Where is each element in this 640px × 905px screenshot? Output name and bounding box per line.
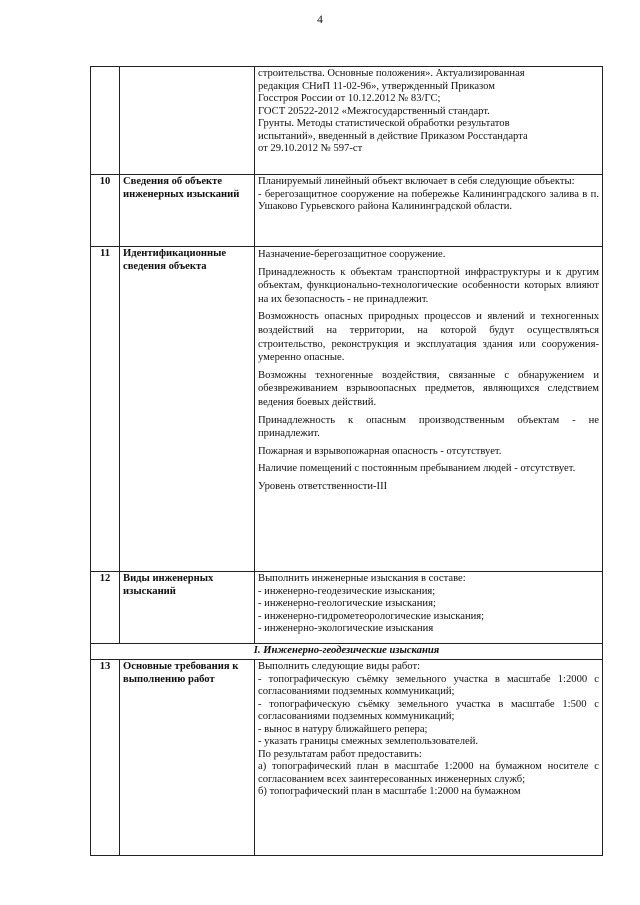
table-row xyxy=(91,660,603,856)
paragraph: Возможность опасных природных процессов и явлений и техногенных воздействий на территории, на которой будут осуществляться строительство, реконструкция и эксплуатация здания или сооружения-умеренно опасные. xyxy=(258,311,599,364)
text-line: строительства. Основные положения». Актуализированная xyxy=(258,68,525,79)
row-number: 12 xyxy=(91,572,120,644)
list-item: - топографическую съёмку земельного участка в масштабе 1:2000 с согласованиями подземных коммуникаций; xyxy=(258,673,599,697)
row-content xyxy=(255,247,603,572)
list-item: - инженерно-экологические изыскания xyxy=(258,623,434,634)
row-content xyxy=(255,660,603,856)
row-number: 11 xyxy=(91,247,120,572)
paragraph: По результатам работ предоставить: xyxy=(258,748,422,760)
paragraph: Возможны техногенные воздействия, связанные с обнаружением и обезвреживанием взрывоопасных предметов, являющихся следствием ведения боевых действий. xyxy=(258,369,599,408)
row-label xyxy=(120,67,255,175)
paragraph: Пожарная и взрывопожарная опасность - отсутствует. xyxy=(258,445,502,457)
paragraph: Наличие помещений с постоянным пребыванием людей - отсутствует. xyxy=(258,463,576,475)
paragraph: Принадлежность к опасным производственным объектам - не принадлежит. xyxy=(258,414,599,440)
row-label: Сведения об объекте инженерных изысканий xyxy=(120,175,255,247)
list-item: - инженерно-гидрометеорологические изыскания; xyxy=(258,610,485,622)
text-line: испытаний», введенный в действие Приказом Росстандарта xyxy=(258,130,528,142)
row-label: Идентификационные сведения объекта xyxy=(120,247,255,572)
section-title: I. Инженерно-геодезические изыскания xyxy=(91,644,603,660)
paragraph: Планируемый линейный объект включает в себя следующие объекты: xyxy=(258,176,575,187)
page-number: 4 xyxy=(317,14,323,26)
text-line: Выполнить инженерные изыскания в составе: xyxy=(258,573,466,584)
table-row xyxy=(91,67,603,175)
list-item: б) топографический план в масштабе 1:2000 на бумажном xyxy=(258,786,521,797)
table-row xyxy=(91,572,603,644)
table-row xyxy=(91,247,603,572)
row-label: Основные требования к выполнению работ xyxy=(120,660,255,856)
text-line: от 29.10.2012 № 597-ст xyxy=(258,143,363,154)
paragraph: Принадлежность к объектам транспортной инфраструктуры и к другим объектам, функционально-технологические особенности которых влияют на их безопасность - не принадлежит. xyxy=(258,266,599,305)
list-item: - инженерно-геодезические изыскания; xyxy=(258,585,436,597)
text-line: Грунты. Методы статистической обработки результатов xyxy=(258,118,510,129)
list-item: - топографическую съёмку земельного участка в масштабе 1:500 с согласованиями подземных коммуникаций; xyxy=(258,698,599,722)
list-item: - вынос в натуру ближайшего репера; xyxy=(258,723,428,735)
paragraph: Назначение-берегозащитное сооружение. xyxy=(258,249,446,260)
text-line: редакция СНиП 11-02-96», утвержденный Приказом xyxy=(258,80,495,92)
text-line: ГОСТ 20522-2012 «Межгосударственный стандарт. xyxy=(258,105,490,117)
row-label: Виды инженерных изысканий xyxy=(120,572,255,644)
row-number: 13 xyxy=(91,660,120,856)
section-header-row xyxy=(91,644,603,660)
paragraph: Уровень ответственности-III xyxy=(258,480,388,492)
list-item: - инженерно-геологические изыскания; xyxy=(258,598,436,609)
list-item: а) топографический план в масштабе 1:2000 на бумажном носителе с согласованием всех заинтересованных инженерных служб; xyxy=(258,761,599,785)
table-row xyxy=(91,175,603,247)
list-item: - берегозащитное сооружение на побережье Калининградского залива в п. Ушаково Гурьевского района Калининградской области. xyxy=(258,188,599,212)
row-number: 10 xyxy=(91,175,120,247)
row-content xyxy=(255,67,603,175)
terms-of-reference-table xyxy=(90,66,603,856)
text-line: Госстроя России от 10.12.2012 № 83/ГС; xyxy=(258,93,441,104)
row-content xyxy=(255,572,603,644)
row-content xyxy=(255,175,603,247)
paragraph: Выполнить следующие виды работ: xyxy=(258,661,421,672)
row-number xyxy=(91,67,120,175)
list-item: - указать границы смежных землепользователей. xyxy=(258,736,479,747)
